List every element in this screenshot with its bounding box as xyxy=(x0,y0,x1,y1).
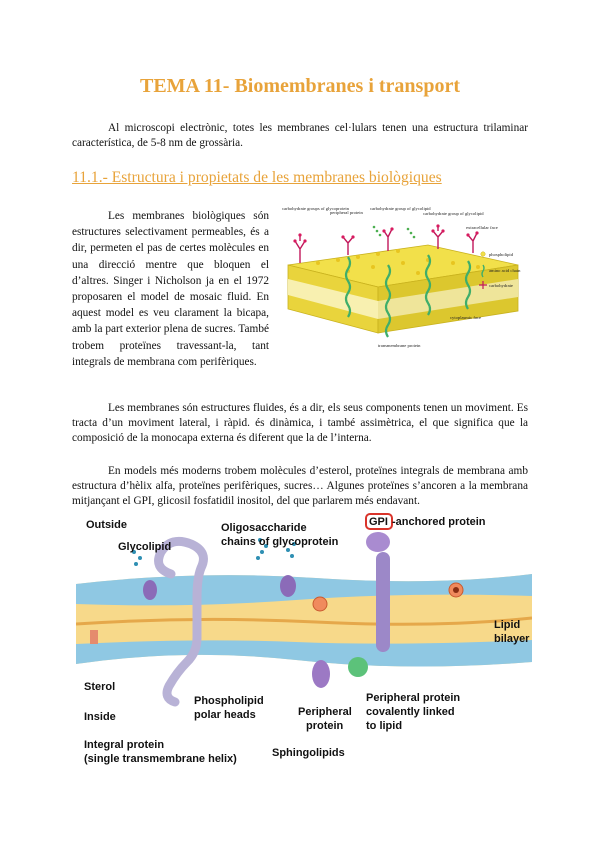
label-glycolipid: Glycolipid xyxy=(118,541,172,553)
label-sphingolipids: Sphingolipids xyxy=(272,747,345,759)
fluid-paragraph: Les membranes són estructures fluides, és a dir, els seus components tenen un moviment. Es tracta d’un moviment lateral, i ràpid. és dinàmica, i també assimètrica, el que significa que la composició de la monocapa externa és diferent que la de l’interna. xyxy=(72,402,528,444)
models-paragraph: En models més moderns trobem molècules d’esterol, proteïnes integrals de membrana amb estructura d’hèlix alfa, proteïnes perifèriques, sucres… Algunes proteïnes s’ancoren a la membrana mitjançant el GPI, glicosil fosfatidil inositol, del que parlarem més endavant. xyxy=(72,465,528,507)
label-inside: Inside xyxy=(84,711,116,723)
mosaic-paragraph: Les membranes biològiques són estructures selectivament permeables, és a dir, permeten el pas de certes molècules en una direcció mentre que bloquen el d’altres. Singer i Nicholson ja en el 1972 proposaren el model de mosaic fluid. En aquest model es veu clarament la bicapa, amb la part exterior plena de sucres. També trobem proteïnes travessant-la, tant integrals de membrana com perifèriques. xyxy=(72,210,269,368)
label-oligosaccharide-1: Oligosaccharide xyxy=(221,522,307,534)
label-single-helix: (single transmembrane helix) xyxy=(84,753,237,765)
label-carb-lipid: carbohydrate group of glycolipid xyxy=(423,211,484,216)
label-extracellular-face: extracellular face xyxy=(466,225,498,230)
label-covalent-1: Peripheral protein xyxy=(366,692,461,704)
label-peripheral: Peripheral xyxy=(298,706,352,718)
label-oligosaccharide-2: chains of glycoprotein xyxy=(221,536,339,548)
label-protein: protein xyxy=(306,720,344,732)
label-lipid: Lipid xyxy=(494,619,521,631)
label-peripheral-protein: peripheral protein xyxy=(330,210,363,215)
legend-carbohydrate: carbohydrate xyxy=(489,283,513,288)
intro-paragraph: Al microscopi electrònic, totes les membranes cel·lulars tenen una estructura trilaminar característica, de 5-8 nm de grossària. xyxy=(72,122,528,149)
membrane-model-figure xyxy=(76,512,532,774)
label-phospholipid: Phospholipid xyxy=(194,695,264,707)
label-integral-protein: Integral protein xyxy=(84,739,165,751)
label-covalent-2: covalently linked xyxy=(366,706,455,718)
legend-phospholipid: phospholipid xyxy=(489,252,513,257)
label-bilayer: bilayer xyxy=(494,633,530,645)
label-carb-glycoprotein: carbohydrate groups of glycoprotein xyxy=(282,206,349,211)
section-heading: 11.1.- Estructura i propietats de les membranes biològiques xyxy=(72,169,442,186)
label-cytoplasmic-face: cytoplasmic face xyxy=(450,315,481,320)
label-gpi-anchored-protein: -anchored protein xyxy=(392,516,486,528)
page-title: TEMA 11- Biomembranes i transport xyxy=(140,75,460,97)
label-outside: Outside xyxy=(86,519,127,531)
label-carb-glycolipid: carbohydrate group of glycolipid xyxy=(370,206,431,211)
label-transmembrane-protein: transmembrane protein xyxy=(378,343,421,348)
legend-amino-acid: amino acid chain xyxy=(489,268,521,273)
label-gpi: GPI xyxy=(369,516,388,528)
label-sterol: Sterol xyxy=(84,681,116,693)
fluid-mosaic-figure xyxy=(278,205,528,375)
label-polar-heads: polar heads xyxy=(194,709,256,721)
label-covalent-3: to lipid xyxy=(366,720,403,732)
